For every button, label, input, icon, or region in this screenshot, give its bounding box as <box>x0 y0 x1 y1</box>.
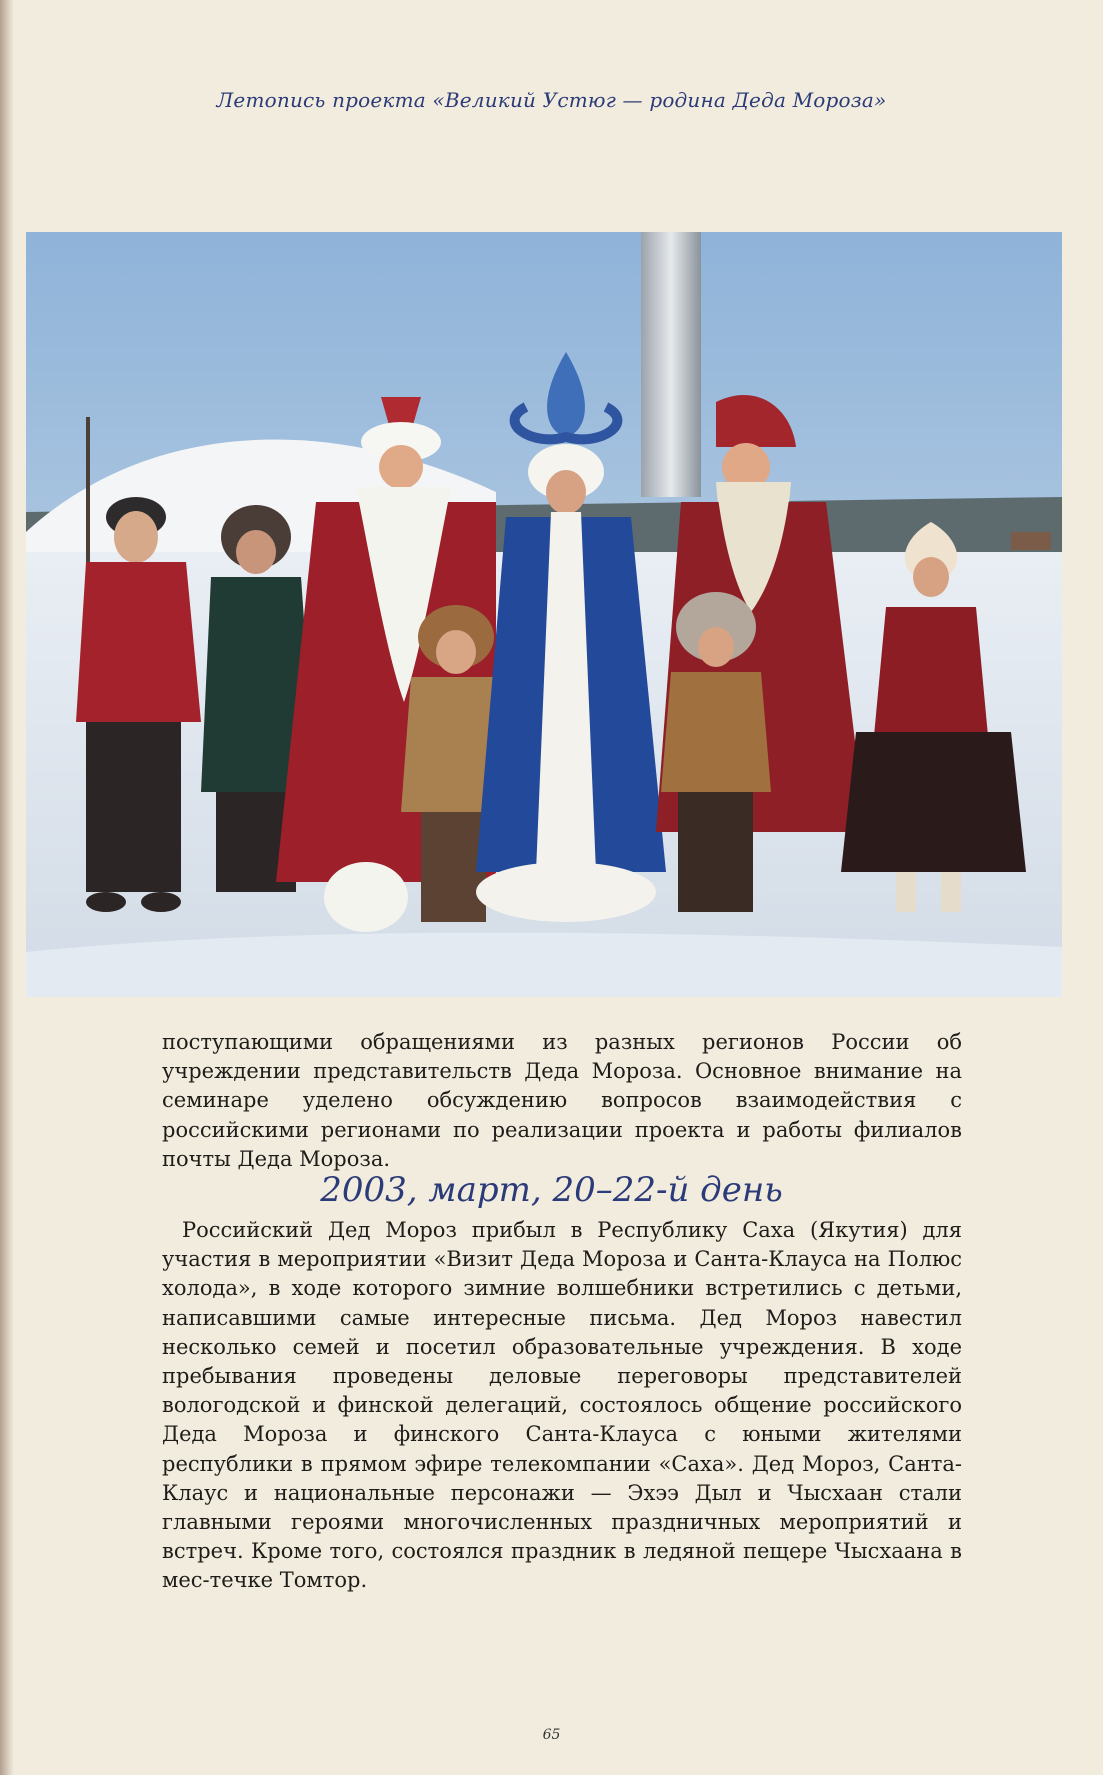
running-header: Летопись проекта «Великий Устюг — родина Деда Мороза» <box>216 88 887 112</box>
body-paragraph: Российский Дед Мороз прибыл в Республику Саха (Якутия) для участия в мероприятии «Визит Деда Мороза и Санта-Клауса на Полюс холода», в ходе которого зимние волшебники встретились с детьми, написавшими самые интересные письма. Дед Мороз навестил несколько семей и посетил образовательные учреждения. В ходе пребывания проведены деловые переговоры представителей вологодской и финской делегаций, состоялось общение российского Деда Мороза и финского Санта-Клауса с юными жителями республики в прямом эфире телекомпании «Саха». Дед Мороз, Санта-Клаус и национальные персонажи — Эхээ Дыл и Чысхаан стали главными героями многочисленных праздничных мероприятий и встреч. Кроме того, состоялся праздник в ледяной пещере Чысхаана в мес-течке Томтор. <box>162 1218 962 1593</box>
photograph <box>26 232 1062 997</box>
page-binding-edge <box>0 0 14 1775</box>
page-number: 65 <box>542 1727 561 1743</box>
section-heading-date: 2003, март, 20–22-й день <box>320 1170 783 1210</box>
intro-paragraph-block <box>162 1028 962 1174</box>
photograph-illustration <box>26 232 1062 997</box>
event-paragraph-block <box>162 1216 962 1596</box>
body-paragraph: поступающими обращениями из разных регионов России об учреждении представительств Деда Мороза. Основное внимание на семинаре уделено обсуждению вопросов взаимодействия с российскими регионами по реализации проекта и работы филиалов почты Деда Мороза. <box>162 1030 962 1171</box>
